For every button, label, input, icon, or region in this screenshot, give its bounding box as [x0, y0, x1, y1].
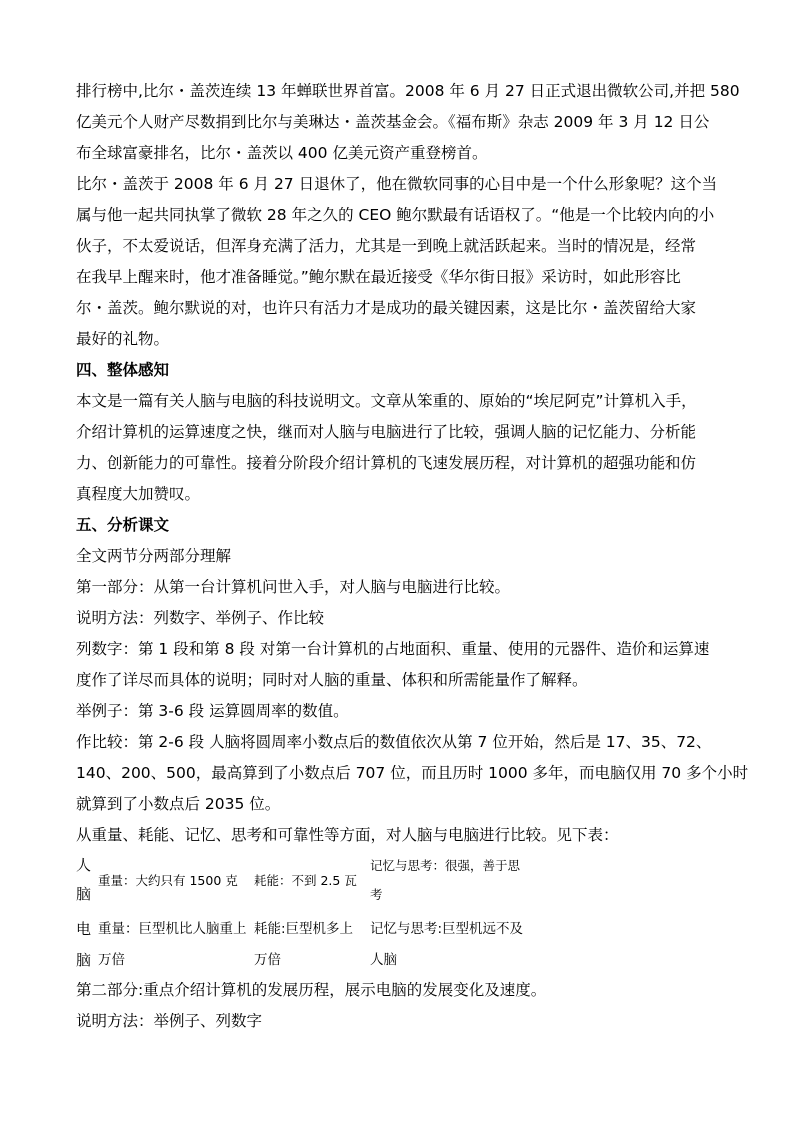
cell-energy-bottom: 万倍 [254, 952, 281, 968]
section-heading-overall: 四、整体感知 [76, 361, 170, 379]
text-line: 介绍计算机的运算速度之快，继而对人脑与电脑进行了比较，强调人脑的记忆能力、分析能 [76, 423, 697, 441]
text-line: 就算到了小数点后 2035 位。 [76, 795, 281, 813]
text-line: 最好的礼物。 [76, 330, 170, 348]
table-row-computer [76, 913, 721, 975]
text-line: 力、创新能力的可靠性。接着分阶段介绍计算机的飞速发展历程，对计算机的超强功能和仿 [76, 454, 697, 472]
cell-energy: 耗能：不到 2.5 瓦 [254, 873, 357, 888]
text-line: 从重量、耗能、记忆、思考和可靠性等方面，对人脑与电脑进行比较。见下表： [76, 826, 619, 844]
text-line: 亿美元个人财产尽数捐到比尔与美琳达・盖茨基金会。《福布斯》杂志 2009 年 3 月 12 日公 [76, 113, 710, 131]
row-label-top: 人 [76, 856, 92, 874]
text-line: 伙子，不太爱说话，但浑身充满了活力，尤其是一到晚上就活跃起来。当时的情况是，经常 [76, 237, 697, 255]
cell-memory-bottom: 考 [370, 887, 383, 902]
cell-memory-top: 记忆与思考：很强，善于思 [370, 858, 521, 873]
row-label-bottom: 脑 [76, 885, 92, 903]
text-line: 说明方法：举例子、列数字 [76, 1012, 263, 1030]
text-line: 作比较：第 2-6 段 人脑将圆周率小数点后的数值依次从第 7 位开始，然后是 17、35、72、 [76, 733, 712, 751]
text-line: 列数字：第 1 段和第 8 段 对第一台计算机的占地面积、重量、使用的元器件、造价和运算速 [76, 640, 710, 658]
text-line: 在我早上醒来时，他才准备睡觉。”鲍尔默在最近接受《华尔街日报》采访时，如此形容比 [76, 268, 681, 286]
paragraph-overall-perception [76, 386, 721, 510]
cell-weight-top: 重量：巨型机比人脑重上 [98, 921, 247, 937]
table-row-human-brain [76, 851, 721, 913]
part-two-text [76, 975, 721, 1037]
text-line: 布全球富豪排名，比尔・盖茨以 400 亿美元资产重登榜首。 [76, 144, 488, 162]
text-line: 举例子：第 3-6 段 运算圆周率的数值。 [76, 702, 349, 720]
paragraph-bill-gates-ranking [76, 76, 740, 169]
text-line: 排行榜中,比尔・盖茨连续 13 年蝉联世界首富。2008 年 6 月 27 日正式退出微软公司,并把 580 [76, 82, 740, 100]
cell-memory-top: 记忆与思考:巨型机远不及 [370, 921, 524, 937]
cell-weight: 重量：大约只有 1500 克 [98, 873, 238, 888]
comparison-table [76, 851, 721, 975]
section-heading-analysis: 五、分析课文 [76, 516, 170, 534]
text-line: 属与他一起共同执掌了微软 28 年之久的 CEO 鲍尔默最有话语权了。“他是一个比较内向的小 [76, 206, 715, 224]
cell-energy-top: 耗能:巨型机多上 [254, 921, 354, 937]
text-line: 度作了详尽而具体的说明；同时对人脑的重量、体积和所需能量作了解释。 [76, 671, 588, 689]
text-line: 本文是一篇有关人脑与电脑的科技说明文。文章从笨重的、原始的“埃尼阿克”计算机入手， [76, 392, 697, 410]
text-line: 第二部分:重点介绍计算机的发展历程，展示电脑的发展变化及速度。 [76, 981, 547, 999]
document-page [76, 76, 749, 1037]
text-line: 全文两节分两部分理解 [76, 547, 232, 565]
text-line: 第一部分：从第一台计算机问世入手，对人脑与电脑进行比较。 [76, 578, 511, 596]
analysis-text [76, 541, 749, 851]
paragraph-ballmer-quote [76, 169, 721, 355]
text-line: 比尔・盖茨于 2008 年 6 月 27 日退休了，他在微软同事的心目中是一个什么形象呢？这个当 [76, 175, 718, 193]
text-line: 说明方法：列数字、举例子、作比较 [76, 609, 325, 627]
text-line: 尔・盖茨。鲍尔默说的对，也许只有活力才是成功的最关键因素，这是比尔・盖茨留给大家 [76, 299, 697, 317]
row-label-top: 电 [76, 920, 92, 938]
text-line: 140、200、500，最高算到了小数点后 707 位，而且历时 1000 多年，而电脑仅用 70 多个小时 [76, 764, 749, 782]
text-line: 真程度大加赞叹。 [76, 485, 201, 503]
cell-memory-bottom: 人脑 [370, 952, 397, 968]
cell-weight-bottom: 万倍 [98, 952, 125, 968]
row-label-bottom: 脑 [76, 951, 92, 969]
